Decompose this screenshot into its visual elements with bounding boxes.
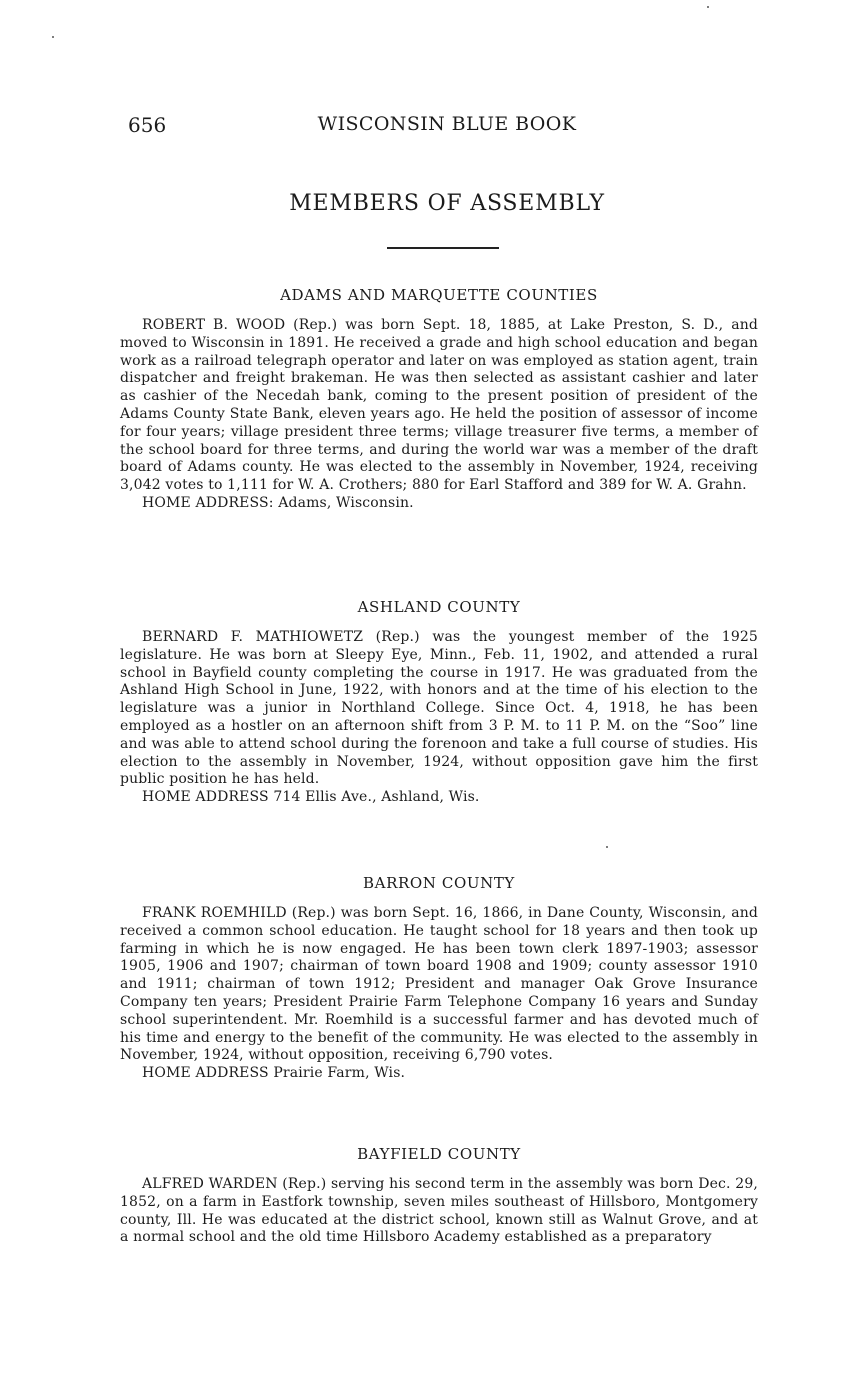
scan-speck <box>606 846 608 848</box>
scan-speck <box>52 36 54 38</box>
member-biography: ROBERT B. WOOD (Rep.) was born Sept. 18, 1885, at Lake Preston, S. D., and moved to Wisconsin in 1891. He received a grade and high school education and began work as a railroad telegraph operator and later on was employed as station agent, train dispatcher and freight brakeman. He was then selected as assistant cashier and later as cashier of the Necedah bank, coming to the present position of president of the Adams County State Bank, eleven years ago. He held the position of assessor of income for four years; village president three terms; village treasurer five terms, a member of the school board for three terms, and during the world war was a member of the draft board of Adams county. He was elected to the assembly in November, 1924, receiving 3,042 votes to 1,111 for W. A. Crothers; 880 for Earl Stafford and 389 for W. A. Grahn. <box>120 317 758 494</box>
section-ashland <box>120 598 758 807</box>
member-biography: FRANK ROEMHILD (Rep.) was born Sept. 16, 1866, in Dane County, Wisconsin, and received a common school education. He taught school for 18 years and then took up farming in which he is now engaged. He has been town clerk 1897-1903; assessor 1905, 1906 and 1907; chairman of town board 1908 and 1909; county assessor 1910 and 1911; chairman of town 1912; President and manager Oak Grove Insurance Company ten years; President Prairie Farm Telephone Company 16 years and Sunday school superintendent. Mr. Roemhild is a successful farmer and has devoted much of his time and energy to the benefit of the community. He was elected to the assembly in November, 1924, without opposition, receiving 6,790 votes. <box>120 905 758 1064</box>
section-adams-marquette <box>120 286 758 513</box>
section-heading: ASHLAND COUNTY <box>357 598 521 616</box>
title-divider <box>387 247 499 249</box>
member-biography: BERNARD F. MATHIOWETZ (Rep.) was the youngest member of the 1925 legislature. He was born at Sleepy Eye, Minn., Feb. 11, 1902, and attended a rural school in Bayfield county completing the course in 1917. He was graduated from the Ashland High School in June, 1922, with honors and at the time of his election to the legislature was a junior in Northland College. Since Oct. 4, 1918, he has been employed as a hostler on an afternoon shift from 3 P. M. to 11 P. M. on the “Soo” line and was able to attend school during the forenoon and take a full course of studies. His election to the assembly in November, 1924, without opposition gave him the first public position he has held. <box>120 629 758 788</box>
scan-speck <box>707 6 709 8</box>
member-biography: ALFRED WARDEN (Rep.) serving his second term in the assembly was born Dec. 29, 1852, on a farm in Eastfork township, seven miles southeast of Hillsboro, Montgomery county, Ill. He was educated at the district school, known still as Walnut Grove, and at a normal school and the old time Hillsboro Academy established as a preparatory <box>120 1176 758 1246</box>
main-title: MEMBERS OF ASSEMBLY <box>289 191 605 216</box>
section-bayfield <box>120 1145 758 1247</box>
section-heading: BARRON COUNTY <box>363 874 515 892</box>
home-address: HOME ADDRESS 714 Ellis Ave., Ashland, Wis. <box>142 789 480 806</box>
home-address: HOME ADDRESS: Adams, Wisconsin. <box>142 494 414 511</box>
section-barron <box>120 874 758 1083</box>
page-header <box>128 113 758 143</box>
running-title: WISCONSIN BLUE BOOK <box>317 113 577 135</box>
section-heading: BAYFIELD COUNTY <box>357 1145 521 1163</box>
section-heading: ADAMS AND MARQUETTE COUNTIES <box>280 286 598 304</box>
page-number: 656 <box>128 113 167 137</box>
home-address: HOME ADDRESS Prairie Farm, Wis. <box>142 1065 406 1082</box>
